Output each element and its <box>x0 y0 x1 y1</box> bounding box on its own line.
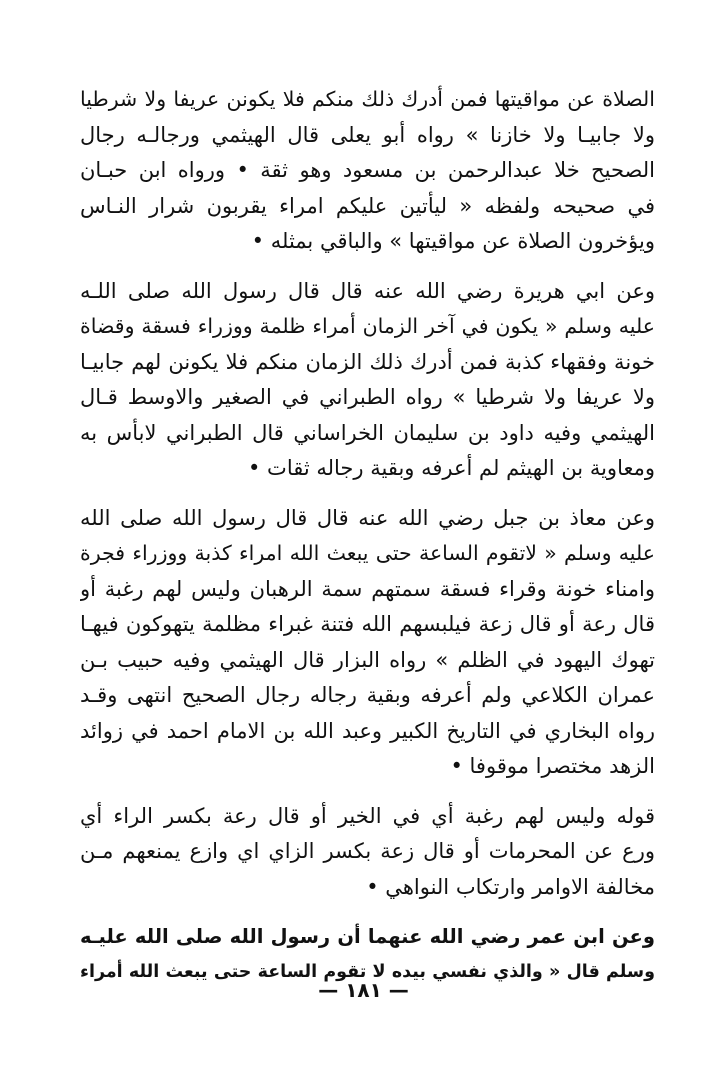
text-line: عليه وسلم « لاتقوم الساعة حتى يبعث الله امراء كذبة ووزراء فجرة <box>80 541 655 565</box>
paragraph-4 <box>80 799 655 906</box>
text-line: الهيثمي وفيه داود بن سليمان الخراساني قال الطبراني لابأس به <box>80 420 655 445</box>
text-line: وامناء خونة وقراء فسقة سمتهم سمة الرهبان وليس لهم رغبة أو <box>80 576 655 601</box>
page-text <box>80 82 655 990</box>
text-line: ومعاوية بن الهيثم لم أعرفه وبقية رجاله ثقات • <box>248 456 655 480</box>
paragraph-gap <box>80 785 655 799</box>
text-line: الصلاة عن مواقيتها فمن أدرك ذلك منكم فلا يكونن عريفا ولا شرطيا <box>80 87 655 111</box>
text-line: رواه البخاري في التاريخ الكبير وعبد الله بن الامام احمد في زوائد <box>80 718 655 743</box>
text-line: خونة وفقهاء كذبة فمن أدرك ذلك الزمان منكم فلا يكونن لهم جابيـا <box>80 349 655 374</box>
text-line: ويؤخرون الصلاة عن مواقيتها » والباقي بمثله • <box>251 229 655 253</box>
paragraph-3 <box>80 501 655 785</box>
text-line: ولا عريفا ولا شرطيا » رواه الطبراني في الصغير والاوسط قـال <box>80 385 655 409</box>
text-line: قوله وليس لهم رغبة أي في الخير أو قال رعة بكسر الراء أي <box>80 803 655 828</box>
text-line: مخالفة الاوامر وارتكاب النواهي • <box>366 874 655 899</box>
text-line: ولا جابيـا ولا خازنا » رواه أبو يعلى قال الهيثمي ورجالـه رجال <box>80 122 655 147</box>
paragraph-gap <box>80 905 655 919</box>
paragraph-2 <box>80 274 655 487</box>
text-line: وعن ابن عمر رضي الله عنهما أن رسول الله صلى الله عليـه <box>80 925 655 948</box>
text-line: تهوك اليهود في الظلم » رواه البزار قال الهيثمي وفيه حبيب بـن <box>80 647 655 672</box>
text-line: وعن معاذ بن جبل رضي الله عنه قال قال رسول الله صلى الله <box>80 505 655 530</box>
text-line: الزهد مختصرا موقوفا • <box>450 754 655 778</box>
text-line: الصحيح خلا عبدالرحمن بن مسعود وهو ثقة • ورواه ابن حبـان <box>80 158 655 182</box>
text-line: عمران الكلاعي ولم أعرفه وبقية رجاله رجال الصحيح انتهى وقـد <box>80 683 655 707</box>
text-line: ورع عن المحرمات أو قال زعة بكسر الزاي اي وازع يمنعهم مـن <box>80 839 655 863</box>
text-line: وعن ابي هريرة رضي الله عنه قال قال رسول الله صلى اللـه <box>80 278 655 303</box>
page-number: — ١٨١ — <box>318 978 409 1002</box>
text-line: عليه وسلم « يكون في آخر الزمان أمراء ظلمة ووزراء فسقة وقضاة <box>80 314 655 338</box>
text-line: في صحيحه ولفظه « ليأتين عليكم امراء يقربون شرار النـاس <box>80 193 655 218</box>
paragraph-1 <box>80 82 655 260</box>
paragraph-gap <box>80 487 655 501</box>
text-line: قال رعة أو قال زعة فيلبسهم الله فتنة غبراء مظلمة يتهوكون فيهـا <box>80 612 655 636</box>
paragraph-gap <box>80 260 655 274</box>
text-line: وسلم قال « والذي نفسي بيده لا تقوم الساعة حتى يبعث الله أمراء <box>80 961 655 982</box>
